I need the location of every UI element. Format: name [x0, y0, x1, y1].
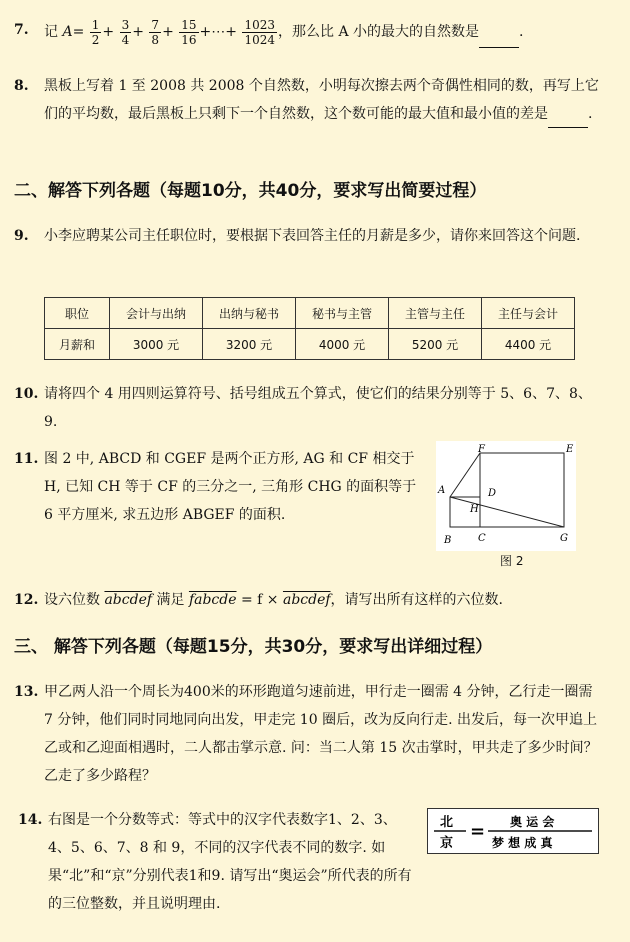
- question-number: 14.: [18, 812, 43, 828]
- table-cell: 4000 元: [296, 329, 389, 360]
- salary-table: [44, 297, 575, 360]
- table-row: [45, 329, 575, 360]
- question-text: 右图是一个分数等式：等式中的汉字代表数字1、2、3、4、5、6、7、8 和 9，不同的汉字代表不同的数字. 如果“北”和“京”分别代表1和9. 请写出“奥运会”所代表的所有的三位整数，并且说明理由.: [48, 812, 412, 912]
- question-text: 黑板上写着 1 至 2008 共 2008 个自然数，小明每次擦去两个奇偶性相同的数，再写上它们的平均数，最后黑板上只剩下一个自然数，这个数可能的最大值和最小值的差是 .: [44, 72, 604, 128]
- question-text: 图 2 中, ABCD 和 CGEF 是两个正方形, AG 和 CF 相交于 H, 已知 CH 等于 CF 的三分之一, 三角形 CHG 的面积等于 6 平方厘米, 求五边形 ABGEF 的面积.: [44, 451, 417, 523]
- figure-caption: 图 2: [500, 554, 524, 568]
- point-label: C: [478, 533, 486, 544]
- question-text: 记 A= $\frac{1}{2}$ + $\frac{3}{4}$ + $\frac{7}{8}$ + $\frac{15}{16}$ +⋯+ $\frac{1023}{1024}$ ，那么比 A 小的最大的自然数是 .: [44, 17, 524, 47]
- equation-right-numerator: 奥 运 会: [510, 815, 555, 829]
- question-number: 11.: [14, 451, 39, 467]
- equals-sign: =: [470, 821, 486, 842]
- question-text: 小李应聘某公司主任职位时，要根据下表回答主任的月薪是多少，请你来回答这个问题.: [44, 228, 581, 244]
- question-number: 7.: [14, 22, 29, 38]
- fraction: $\frac{1}{2}$: [91, 17, 100, 47]
- geometry-figure: [436, 441, 576, 551]
- answer-blank: [548, 111, 588, 128]
- table-cell: 月薪和: [45, 329, 110, 360]
- equation-right-denominator: 梦 想 成 真: [492, 836, 553, 850]
- section-heading: 三、 解答下列各题（每题15分，共30分，要求写出详细过程）: [14, 637, 493, 657]
- question-text: 甲乙两人沿一个周长为400米的环形跑道匀速前进，甲行走一圈需 4 分钟，乙行走一圈需 7 分钟，他们同时同地同向出发，甲走完 10 圈后，改为反向行走. 出发后，每一次甲追上乙或和乙迎面相遇时，二人都击掌示意. 问：当二人第 15 次击掌时，甲共走了多少时间？乙走了多少路程？: [44, 684, 598, 784]
- question-number: 13.: [14, 684, 39, 700]
- table-cell: 职位: [45, 298, 110, 329]
- table-cell: 3200 元: [203, 329, 296, 360]
- point-label: F: [478, 444, 485, 455]
- table-cell: 5200 元: [389, 329, 482, 360]
- squares-diagram: [436, 441, 576, 551]
- point-label: A: [438, 485, 446, 496]
- point-label: B: [444, 535, 452, 546]
- answer-blank: [479, 31, 519, 48]
- question-number: 8.: [14, 78, 29, 94]
- question-number: 12.: [14, 592, 39, 608]
- question-number: 9.: [14, 228, 29, 244]
- table-cell: 出纳与秘书: [203, 298, 296, 329]
- fraction: $\frac{7}{8}$: [151, 17, 160, 47]
- question-number: 10.: [14, 386, 39, 402]
- question-text: 请将四个 4 用四则运算符号、括号组成五个算式，使它们的结果分别等于 5、6、7、8、9.: [44, 386, 592, 430]
- table-cell: 秘书与主管: [296, 298, 389, 329]
- fraction: $\frac{1023}{1024}$: [244, 17, 275, 47]
- table-cell: 主管与主任: [389, 298, 482, 329]
- table-cell: 主任与会计: [482, 298, 575, 329]
- table-row: [45, 298, 575, 329]
- fraction-equation: [427, 808, 599, 854]
- table-cell: 4400 元: [482, 329, 575, 360]
- point-label: D: [488, 488, 497, 499]
- table-cell: 3000 元: [110, 329, 203, 360]
- equation-left-denominator: 京: [440, 836, 454, 851]
- question-text: 设六位数 abcdef 满足 fabcde = f × abcdef，请写出所有这样的六位数.: [44, 592, 503, 608]
- point-label: G: [560, 533, 568, 544]
- point-label: H: [470, 504, 479, 515]
- fraction: $\frac{3}{4}$: [121, 17, 130, 47]
- fraction: $\frac{15}{16}$: [181, 17, 197, 47]
- point-label: E: [566, 444, 574, 455]
- table-cell: 会计与出纳: [110, 298, 203, 329]
- equation-left-numerator: 北: [440, 815, 454, 830]
- section-heading: 二、解答下列各题（每题10分，共40分，要求写出简要过程）: [14, 181, 487, 201]
